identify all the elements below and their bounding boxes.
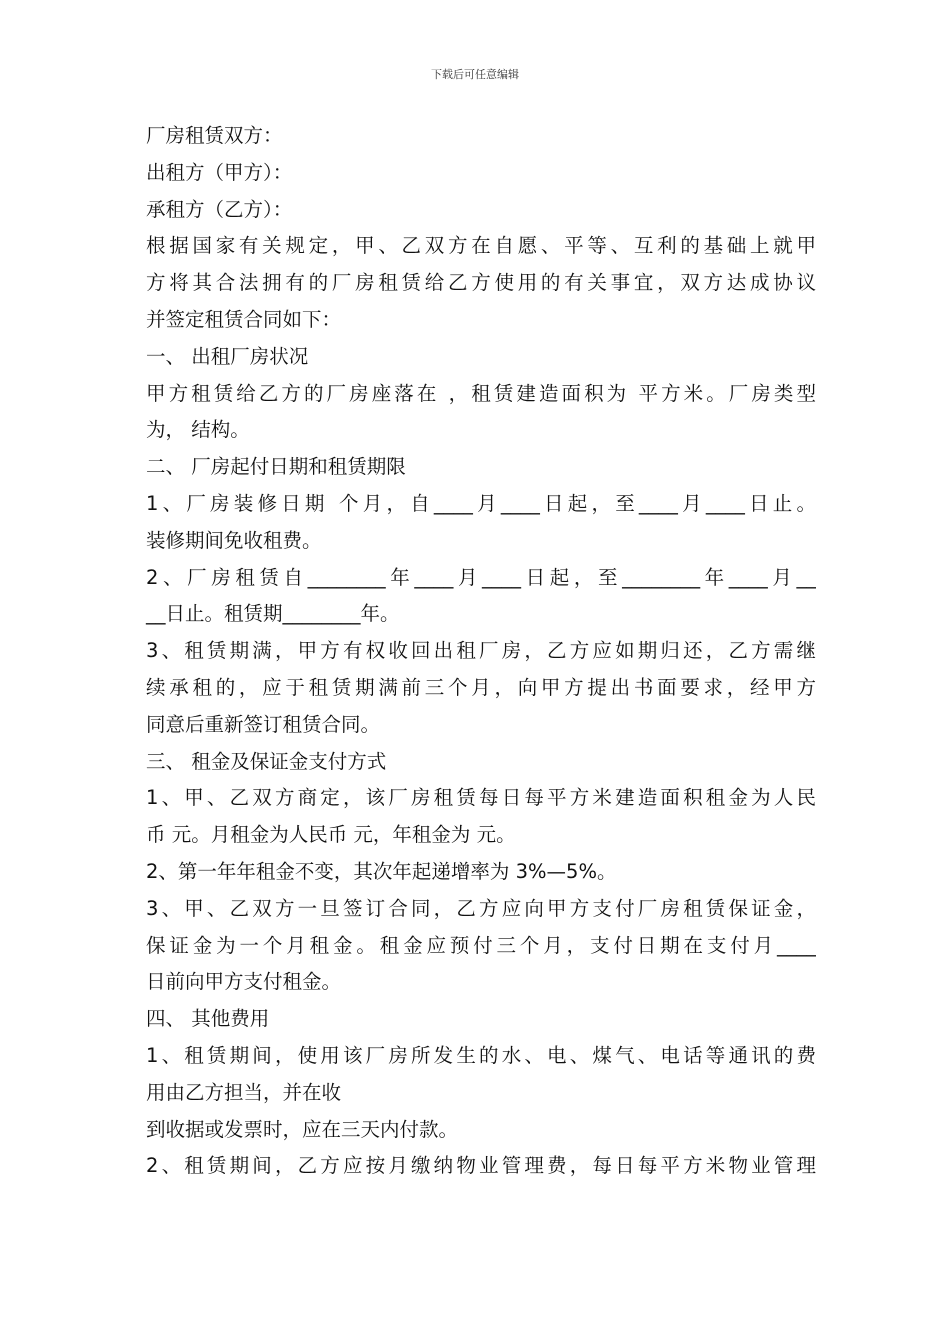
section-heading: 二、 厂房起付日期和租赁期限: [146, 455, 406, 479]
section-heading: 四、 其他费用: [146, 1007, 270, 1031]
text-line: 保证金为一个月租金。租金应预付三个月，支付日期在支付月____: [146, 933, 816, 957]
text-line: 2、租赁期间，乙方应按月缴纳物业管理费，每日每平方米物业管理: [146, 1154, 816, 1178]
text-line: 到收据或发票时，应在三天内付款。: [146, 1117, 459, 1141]
text-line: 币 元。月租金为人民币 元，年租金为 元。: [146, 823, 516, 847]
text-line: 为， 结构。: [146, 418, 250, 442]
text-line: 2、第一年年租金不变，其次年起递增率为 3%—5%。: [146, 859, 617, 883]
text-line: 出租方（甲方）：: [146, 160, 293, 184]
text-line: 日前向甲方支付租金。: [146, 970, 342, 994]
text-line: 3、甲、乙双方一旦签订合同，乙方应向甲方支付厂房租赁保证金，: [146, 896, 816, 920]
section-heading: 三、 租金及保证金支付方式: [146, 749, 387, 773]
text-line: 厂房租赁双方：: [146, 124, 283, 147]
text-line: __日止。租赁期________年。: [146, 602, 400, 626]
text-line: 续承租的，应于租赁期满前三个月，向甲方提出书面要求，经甲方: [146, 675, 816, 699]
text-line: 甲方租赁给乙方的厂房座落在 ，租赁建造面积为 平方米。厂房类型: [146, 381, 816, 405]
text-line: 1、租赁期间，使用该厂房所发生的水、电、煤气、电话等通讯的费: [146, 1043, 816, 1067]
text-line: 用由乙方担当，并在收: [146, 1080, 342, 1104]
text-line: 根据国家有关规定，甲、乙双方在自愿、平等、互利的基础上就甲: [146, 234, 816, 258]
text-line: 同意后重新签订租赁合同。: [146, 712, 381, 736]
text-line: 并签定租赁合同如下：: [146, 307, 342, 331]
text-line: 2、厂房租赁自________年____月____日起，至________年____月__: [146, 565, 816, 589]
text-line: 1、甲、乙双方商定，该厂房租赁每日每平方米建造面积租金为人民: [146, 786, 816, 810]
contract-body: [146, 118, 816, 1185]
section-heading: 一、 出租厂房状况: [146, 344, 309, 368]
text-line: 装修期间免收租费。: [146, 528, 322, 552]
text-line: 方将其合法拥有的厂房租赁给乙方使用的有关事宜，双方达成协议: [146, 271, 816, 295]
text-line: 3、租赁期满，甲方有权收回出租厂房，乙方应如期归还，乙方需继: [146, 639, 816, 663]
page-header-note: 下载后可任意编辑: [431, 68, 519, 81]
text-line: 1、厂房装修日期 个月，自____月____日起，至____月____日止。: [146, 491, 816, 515]
text-line: 承租方（乙方）：: [146, 197, 293, 221]
